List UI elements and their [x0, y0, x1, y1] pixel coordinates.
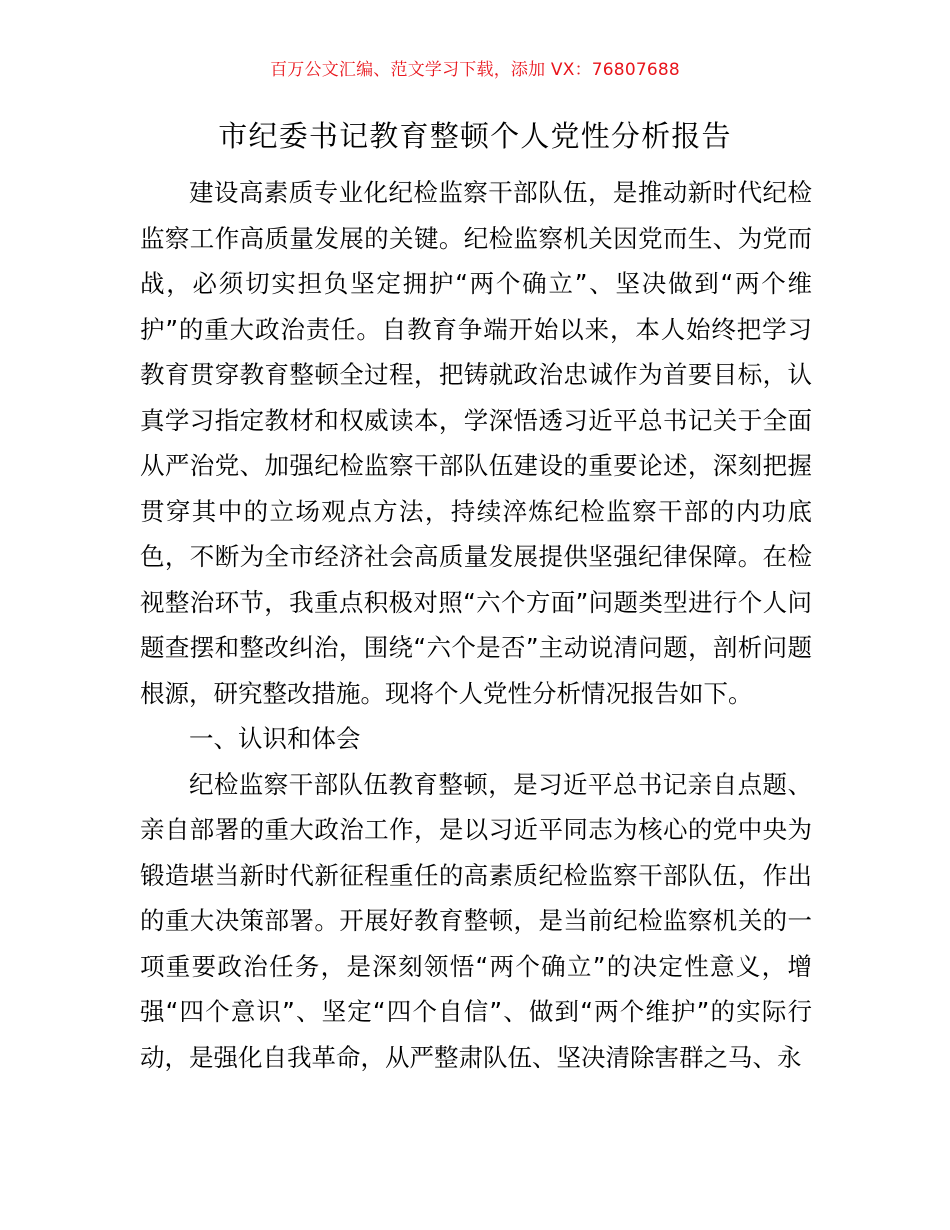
- paragraph-section-1: 纪检监察干部队伍教育整顿，是习近平总书记亲自点题、亲自部署的重大政治工作，是以习近平同志为核心的党中央为锻造堪当新时代新征程重任的高素质纪检监察干部队伍，作出的重大决策部署。开展好教育整顿，是当前纪检监察机关的一项重要政治任务，是深刻领悟“两个确立”的决定性意义，增强“四个意识”、坚定“四个自信”、做到“两个维护”的实际行动，是强化自我革命，从严整肃队伍、坚决清除害群之马、永: [140, 769, 812, 1072]
- paragraph-intro: 建设高素质专业化纪检监察干部队伍，是推动新时代纪检监察工作高质量发展的关键。纪检监察机关因党而生、为党而战，必须切实担负坚定拥护“两个确立”、坚决做到“两个维护”的重大政治责任。自教育争端开始以来，本人始终把学习教育贯穿教育整顿全过程，把铸就政治忠诚作为首要目标，认真学习指定教材和权威读本，学深悟透习近平总书记关于全面从严治党、加强纪检监察干部队伍建设的重要论述，深刻把握贯穿其中的立场观点方法，持续淬炼纪检监察干部的内功底色，不断为全市经济社会高质量发展提供坚强纪律保障。在检视整治环节，我重点积极对照“六个方面”问题类型进行个人问题查摆和整改纠治，围绕“六个是否”主动说清问题，剖析问题根源，研究整改措施。现将个人党性分析情况报告如下。: [140, 178, 812, 708]
- document-body: [140, 170, 812, 1080]
- watermark-banner: 百万公文汇编、范文学习下载，添加 VX：76807688: [270, 60, 680, 80]
- section-heading-1: 一、认识和体会: [189, 724, 361, 753]
- document-title: 市纪委书记教育整顿个人党性分析报告: [218, 119, 732, 153]
